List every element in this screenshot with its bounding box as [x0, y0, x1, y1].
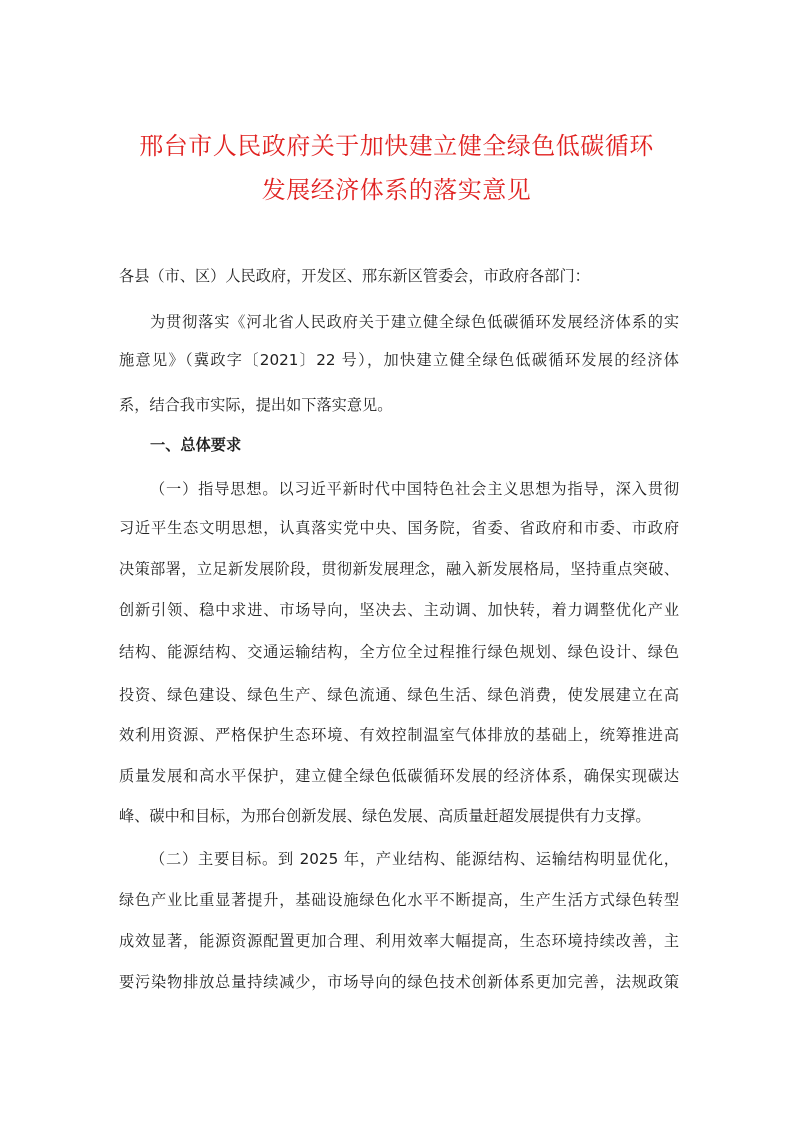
section-heading: 一、总体要求 — [150, 436, 242, 454]
paragraph-line: 系，结合我市实际，提出如下落实意见。 — [119, 396, 393, 414]
paragraph-line: 要污染物排放总量持续减少，市场导向的绿色技术创新体系更加完善，法规政策 — [119, 973, 679, 991]
paragraph-line: 绿色产业比重显著提升，基础设施绿色化水平不断提高，生产生活方式绿色转型 — [119, 891, 679, 909]
paragraph-line: 结构、能源结构、交通运输结构，全方位全过程推行绿色规划、绿色设计、绿色 — [119, 643, 679, 661]
paragraph-line: 习近平生态文明思想，认真落实党中央、国务院，省委、省政府和市委、市政府 — [119, 519, 679, 537]
document-title-line-1: 邢台市人民政府关于加快建立健全绿色低碳循环 — [139, 132, 654, 160]
paragraph-line: 质量发展和高水平保护，建立健全绿色低碳循环发展的经济体系，确保实现碳达 — [119, 767, 679, 785]
paragraph-line: 施意见》（冀政字〔2021〕22 号），加快建立健全绿色低碳循环发展的经济体 — [119, 351, 679, 369]
paragraph-line: 成效显著，能源资源配置更加合理、利用效率大幅提高，生态环境持续改善，主 — [119, 932, 679, 950]
paragraph-line: （二）主要目标。到 2025 年，产业结构、能源结构、运输结构明显优化， — [150, 850, 679, 868]
paragraph-line: 效利用资源、严格保护生态环境、有效控制温室气体排放的基础上，统筹推进高 — [119, 726, 679, 744]
paragraph-line: 创新引领、稳中求进、市场导向，坚决去、主动调、加快转，着力调整优化产业 — [119, 601, 679, 619]
document-title-line-2: 发展经济体系的落实意见 — [261, 176, 532, 204]
paragraph-line: 峰、碳中和目标，为邢台创新发展、绿色发展、高质量赶超发展提供有力支撑。 — [119, 807, 651, 825]
paragraph-line: 为贯彻落实《河北省人民政府关于建立健全绿色低碳循环发展经济体系的实 — [150, 313, 679, 331]
paragraph-line: （一）指导思想。以习近平新时代中国特色社会主义思想为指导，深入贯彻 — [150, 480, 679, 498]
paragraph-line: 决策部署，立足新发展阶段，贯彻新发展理念，融入新发展格局，坚持重点突破、 — [119, 560, 679, 578]
paragraph-line: 投资、绿色建设、绿色生产、绿色流通、绿色生活、绿色消费，使发展建立在高 — [119, 686, 679, 704]
salutation: 各县（市、区）人民政府，开发区、邢东新区管委会，市政府各部门： — [119, 267, 590, 285]
